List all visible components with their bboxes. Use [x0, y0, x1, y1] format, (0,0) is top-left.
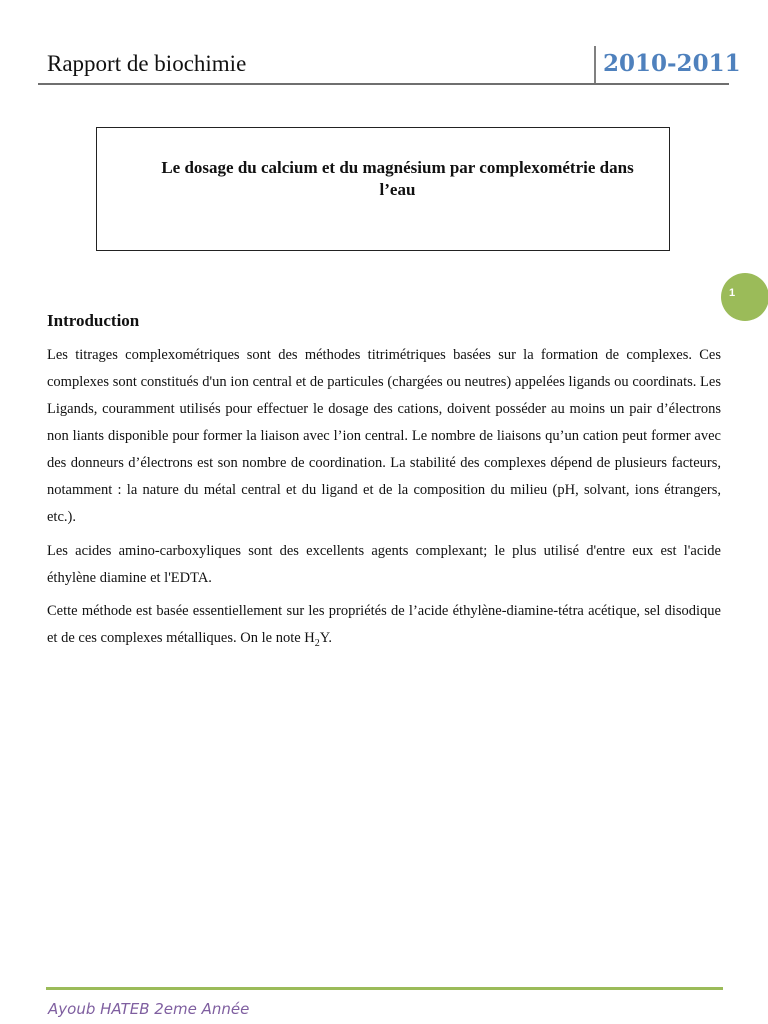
- intro-paragraph-3-end: Y.: [319, 630, 332, 646]
- intro-paragraph-3-text: Cette méthode est basée essentiellement sur les propriétés de l’acide éthylène-diamine-tétra acétique, sel disodique et de ces complexes métalliques. On le note H: [47, 603, 721, 646]
- document-title-line-1: Le dosage du calcium et du magnésium par complexométrie dans: [161, 158, 634, 177]
- header-divider: [594, 46, 596, 84]
- intro-paragraph-1: Les titrages complexométriques sont des méthodes titrimétriques basées sur la formation de complexes. Ces complexes sont constitués d'un ion central et de particules (chargées ou neutres) appelées ligands ou coordinats. Les Ligands, couramment utilisés pour effectuer le dosage des cations, doivent posséder au moins un pair d’électrons non liants disponible pour former la liaison avec l’ion central. Le nombre de liaisons qu’un cation peut former avec des donneurs d’électrons est son nombre de coordination. La stabilité des complexes dépend de plusieurs facteurs, notamment : la nature du métal central et du ligand et de la composition du milieu (pH, solvant, ions étrangers, etc.).: [47, 347, 721, 525]
- page-number-badge: [721, 273, 768, 321]
- header-rule: [38, 83, 729, 85]
- formula-subscript: 2: [314, 637, 320, 649]
- page-number: 1: [729, 287, 736, 299]
- footer-author: Ayoub HATEB 2eme Année: [48, 1000, 250, 1018]
- footer-rule: [46, 987, 723, 990]
- document-title-line-2: l’eau: [379, 180, 416, 199]
- intro-paragraph-2: Les acides amino-carboxyliques sont des excellents agents complexant; le plus utilisé d'entre eux est l'acide éthylène diamine et l'EDTA.: [47, 543, 721, 586]
- header-title: Rapport de biochimie: [47, 51, 247, 76]
- document-title: [120, 157, 675, 201]
- intro-paragraph-3: [47, 598, 721, 657]
- intro-heading: Introduction: [47, 311, 140, 330]
- header-year: 2010-2011: [603, 50, 741, 77]
